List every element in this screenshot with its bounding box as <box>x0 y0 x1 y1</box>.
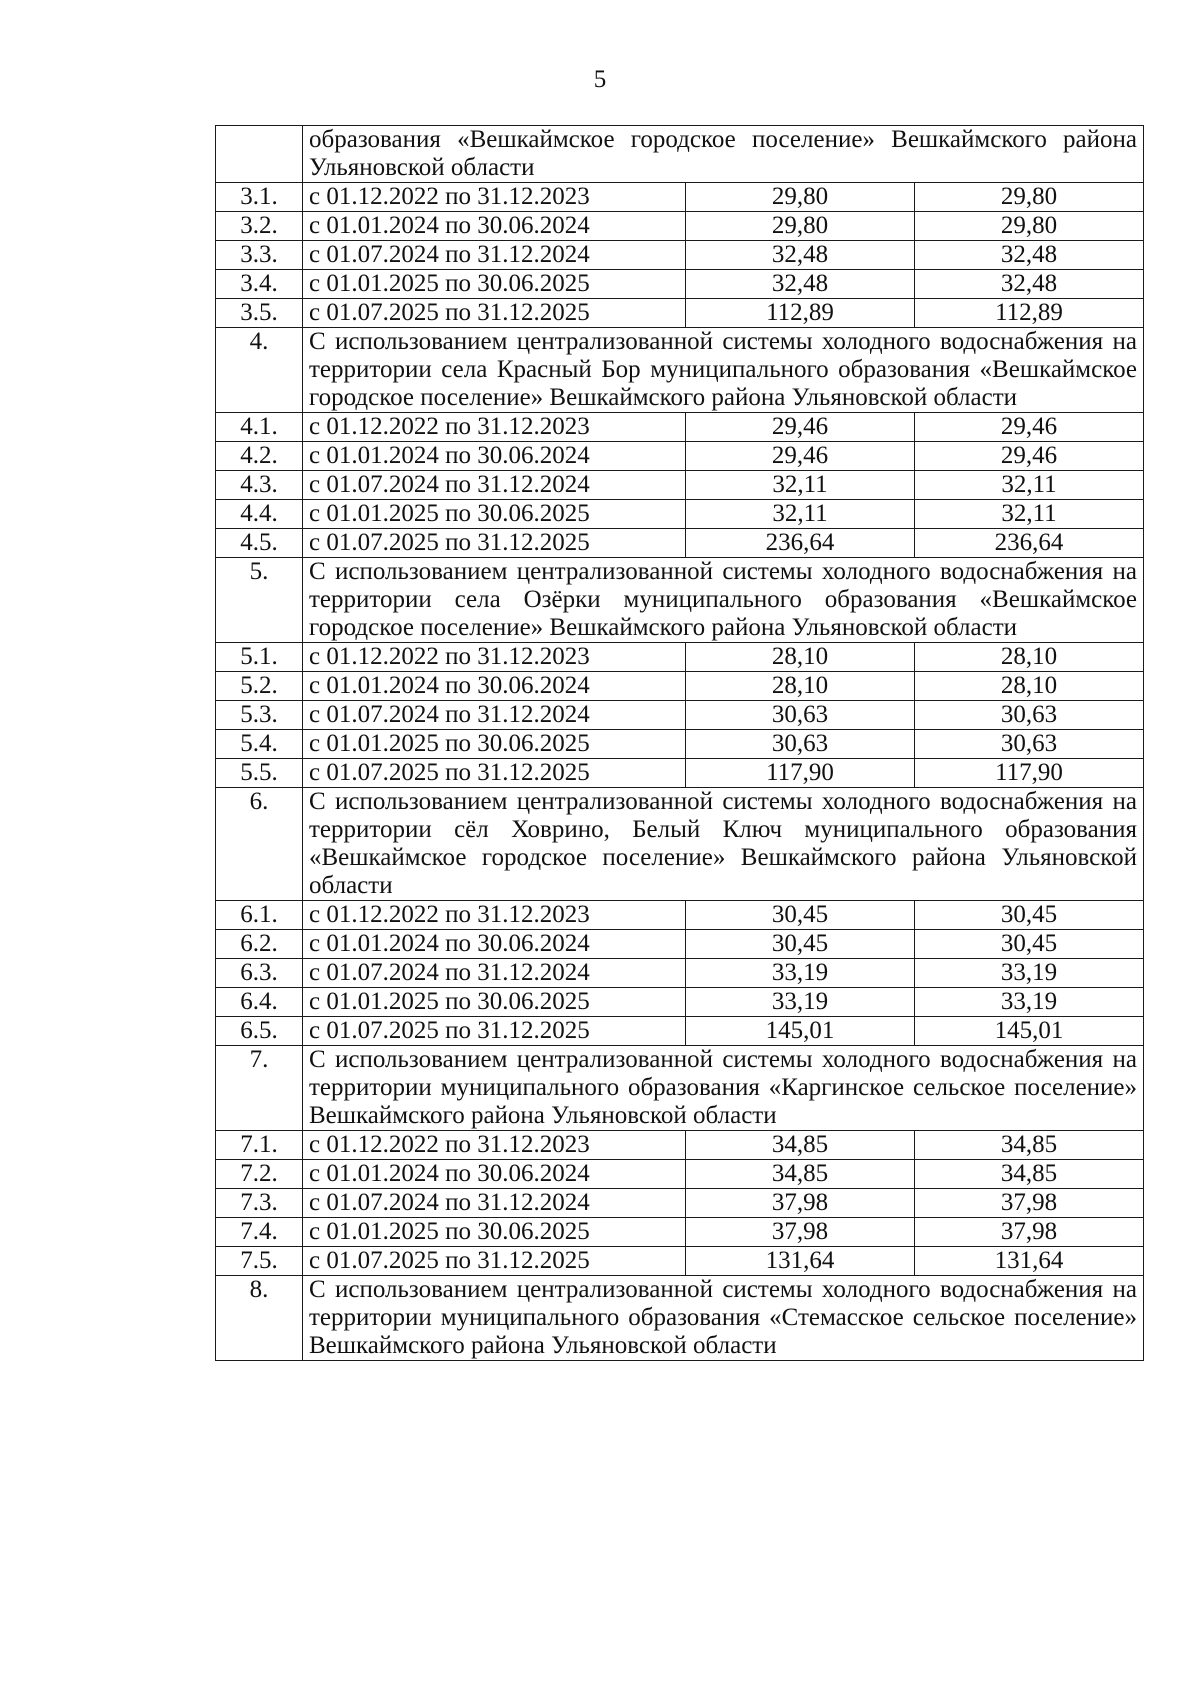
row-value-2: 30,45 <box>915 901 1144 930</box>
row-value-2: 131,64 <box>915 1247 1144 1276</box>
row-period: с 01.07.2024 по 31.12.2024 <box>303 471 686 500</box>
row-period: с 01.01.2025 по 30.06.2025 <box>303 270 686 299</box>
row-period: с 01.01.2024 по 30.06.2024 <box>303 212 686 241</box>
table-row <box>216 270 1144 299</box>
row-period: с 01.12.2022 по 31.12.2023 <box>303 413 686 442</box>
table-row <box>216 500 1144 529</box>
section-number: 8. <box>216 1276 303 1361</box>
row-value-1: 34,85 <box>686 1160 915 1189</box>
row-value-2: 33,19 <box>915 959 1144 988</box>
row-value-2: 145,01 <box>915 1017 1144 1046</box>
table-row <box>216 959 1144 988</box>
row-value-1: 112,89 <box>686 299 915 328</box>
row-value-1: 32,11 <box>686 471 915 500</box>
row-value-2: 28,10 <box>915 672 1144 701</box>
section-description: С использованием централизованной системы холодного водоснабжения на территории сёл Ховрино, Белый Ключ муниципального образования «Вешкаймское городское поселение» Вешкаймского района Ульяновской области <box>303 788 1144 901</box>
section-number: 7. <box>216 1046 303 1131</box>
row-period: с 01.01.2025 по 30.06.2025 <box>303 988 686 1017</box>
section-number: 4. <box>216 328 303 413</box>
row-value-2: 29,80 <box>915 212 1144 241</box>
table-row <box>216 183 1144 212</box>
row-value-1: 29,46 <box>686 442 915 471</box>
row-value-2: 28,10 <box>915 643 1144 672</box>
row-value-2: 34,85 <box>915 1131 1144 1160</box>
row-period: с 01.07.2025 по 31.12.2025 <box>303 1017 686 1046</box>
continuation-row <box>216 126 1144 183</box>
table-row <box>216 930 1144 959</box>
table-row <box>216 901 1144 930</box>
row-value-2: 34,85 <box>915 1160 1144 1189</box>
row-period: с 01.07.2024 по 31.12.2024 <box>303 701 686 730</box>
table-row <box>216 1160 1144 1189</box>
page-number: 5 <box>593 66 607 93</box>
row-value-1: 32,48 <box>686 241 915 270</box>
row-number: 5.4. <box>216 730 303 759</box>
row-period: с 01.01.2025 по 30.06.2025 <box>303 730 686 759</box>
row-value-2: 29,46 <box>915 413 1144 442</box>
row-number: 5.5. <box>216 759 303 788</box>
row-value-1: 32,11 <box>686 500 915 529</box>
row-value-2: 29,46 <box>915 442 1144 471</box>
table-row <box>216 241 1144 270</box>
row-number: 3.5. <box>216 299 303 328</box>
row-number: 7.5. <box>216 1247 303 1276</box>
row-period: с 01.07.2025 по 31.12.2025 <box>303 1247 686 1276</box>
row-period: с 01.01.2024 по 30.06.2024 <box>303 930 686 959</box>
row-period: с 01.12.2022 по 31.12.2023 <box>303 183 686 212</box>
row-number: 6.3. <box>216 959 303 988</box>
row-value-1: 30,45 <box>686 901 915 930</box>
row-period: с 01.07.2024 по 31.12.2024 <box>303 1189 686 1218</box>
row-value-2: 117,90 <box>915 759 1144 788</box>
row-value-2: 30,63 <box>915 730 1144 759</box>
table-row <box>216 212 1144 241</box>
row-number: 4.2. <box>216 442 303 471</box>
table-row <box>216 1017 1144 1046</box>
row-value-1: 28,10 <box>686 672 915 701</box>
table-row <box>216 529 1144 558</box>
row-number: 6.5. <box>216 1017 303 1046</box>
row-value-1: 145,01 <box>686 1017 915 1046</box>
row-value-1: 32,48 <box>686 270 915 299</box>
row-value-2: 32,48 <box>915 241 1144 270</box>
table-row <box>216 988 1144 1017</box>
row-value-1: 29,80 <box>686 212 915 241</box>
row-period: с 01.01.2024 по 30.06.2024 <box>303 672 686 701</box>
row-period: с 01.07.2024 по 31.12.2024 <box>303 241 686 270</box>
section-number: 5. <box>216 558 303 643</box>
section-header-row <box>216 328 1144 413</box>
row-number: 7.4. <box>216 1218 303 1247</box>
row-value-2: 37,98 <box>915 1218 1144 1247</box>
row-value-1: 30,63 <box>686 730 915 759</box>
table-row <box>216 1247 1144 1276</box>
row-value-1: 33,19 <box>686 959 915 988</box>
row-value-1: 236,64 <box>686 529 915 558</box>
empty-number-cell <box>216 126 303 183</box>
table-row <box>216 1131 1144 1160</box>
row-value-2: 29,80 <box>915 183 1144 212</box>
table-row <box>216 1218 1144 1247</box>
row-value-2: 30,45 <box>915 930 1144 959</box>
row-value-1: 131,64 <box>686 1247 915 1276</box>
row-number: 7.1. <box>216 1131 303 1160</box>
tariff-table-body <box>216 126 1144 1361</box>
row-period: с 01.07.2025 по 31.12.2025 <box>303 299 686 328</box>
row-period: с 01.01.2025 по 30.06.2025 <box>303 500 686 529</box>
row-number: 6.4. <box>216 988 303 1017</box>
row-value-1: 117,90 <box>686 759 915 788</box>
row-value-1: 30,45 <box>686 930 915 959</box>
row-number: 4.1. <box>216 413 303 442</box>
row-number: 6.1. <box>216 901 303 930</box>
row-value-1: 29,46 <box>686 413 915 442</box>
table-row <box>216 672 1144 701</box>
row-number: 5.1. <box>216 643 303 672</box>
table-row <box>216 730 1144 759</box>
row-number: 4.5. <box>216 529 303 558</box>
row-period: с 01.07.2025 по 31.12.2025 <box>303 529 686 558</box>
row-value-1: 28,10 <box>686 643 915 672</box>
table-row <box>216 759 1144 788</box>
row-number: 3.3. <box>216 241 303 270</box>
row-number: 5.2. <box>216 672 303 701</box>
row-number: 7.3. <box>216 1189 303 1218</box>
row-period: с 01.01.2024 по 30.06.2024 <box>303 442 686 471</box>
row-number: 3.2. <box>216 212 303 241</box>
table-row <box>216 413 1144 442</box>
section-description: С использованием централизованной системы холодного водоснабжения на территории муниципального образования «Стемасское сельское поселение» Вешкаймского района Ульяновской области <box>303 1276 1144 1361</box>
row-value-2: 236,64 <box>915 529 1144 558</box>
row-value-1: 37,98 <box>686 1218 915 1247</box>
row-value-2: 32,48 <box>915 270 1144 299</box>
table-row <box>216 442 1144 471</box>
row-value-1: 29,80 <box>686 183 915 212</box>
tariff-table <box>215 125 1144 1361</box>
row-value-1: 33,19 <box>686 988 915 1017</box>
row-value-2: 30,63 <box>915 701 1144 730</box>
row-period: с 01.12.2022 по 31.12.2023 <box>303 1131 686 1160</box>
row-period: с 01.12.2022 по 31.12.2023 <box>303 901 686 930</box>
row-value-2: 37,98 <box>915 1189 1144 1218</box>
row-value-2: 32,11 <box>915 471 1144 500</box>
table-row <box>216 1189 1144 1218</box>
row-value-1: 34,85 <box>686 1131 915 1160</box>
row-period: с 01.01.2025 по 30.06.2025 <box>303 1218 686 1247</box>
row-period: с 01.07.2025 по 31.12.2025 <box>303 759 686 788</box>
table-row <box>216 701 1144 730</box>
section-description: С использованием централизованной системы холодного водоснабжения на территории села Красный Бор муниципального образования «Вешкаймское городское поселение» Вешкаймского района Ульяновской области <box>303 328 1144 413</box>
section-description: С использованием централизованной системы холодного водоснабжения на территории муниципального образования «Каргинское сельское поселение» Вешкаймского района Ульяновской области <box>303 1046 1144 1131</box>
row-number: 6.2. <box>216 930 303 959</box>
section-header-row <box>216 558 1144 643</box>
table-row <box>216 643 1144 672</box>
section-header-row <box>216 788 1144 901</box>
row-period: с 01.01.2024 по 30.06.2024 <box>303 1160 686 1189</box>
row-period: с 01.07.2024 по 31.12.2024 <box>303 959 686 988</box>
row-value-1: 30,63 <box>686 701 915 730</box>
row-number: 4.3. <box>216 471 303 500</box>
section-header-row <box>216 1276 1144 1361</box>
row-number: 5.3. <box>216 701 303 730</box>
table-row <box>216 299 1144 328</box>
table-row <box>216 471 1144 500</box>
row-period: с 01.12.2022 по 31.12.2023 <box>303 643 686 672</box>
row-value-2: 32,11 <box>915 500 1144 529</box>
row-value-2: 112,89 <box>915 299 1144 328</box>
row-number: 4.4. <box>216 500 303 529</box>
row-number: 3.1. <box>216 183 303 212</box>
row-number: 3.4. <box>216 270 303 299</box>
row-number: 7.2. <box>216 1160 303 1189</box>
row-value-2: 33,19 <box>915 988 1144 1017</box>
continuation-description: образования «Вешкаймское городское поселение» Вешкаймского района Ульяновской области <box>303 126 1144 183</box>
row-value-1: 37,98 <box>686 1189 915 1218</box>
section-header-row <box>216 1046 1144 1131</box>
section-description: С использованием централизованной системы холодного водоснабжения на территории села Озёрки муниципального образования «Вешкаймское городское поселение» Вешкаймского района Ульяновской области <box>303 558 1144 643</box>
section-number: 6. <box>216 788 303 901</box>
